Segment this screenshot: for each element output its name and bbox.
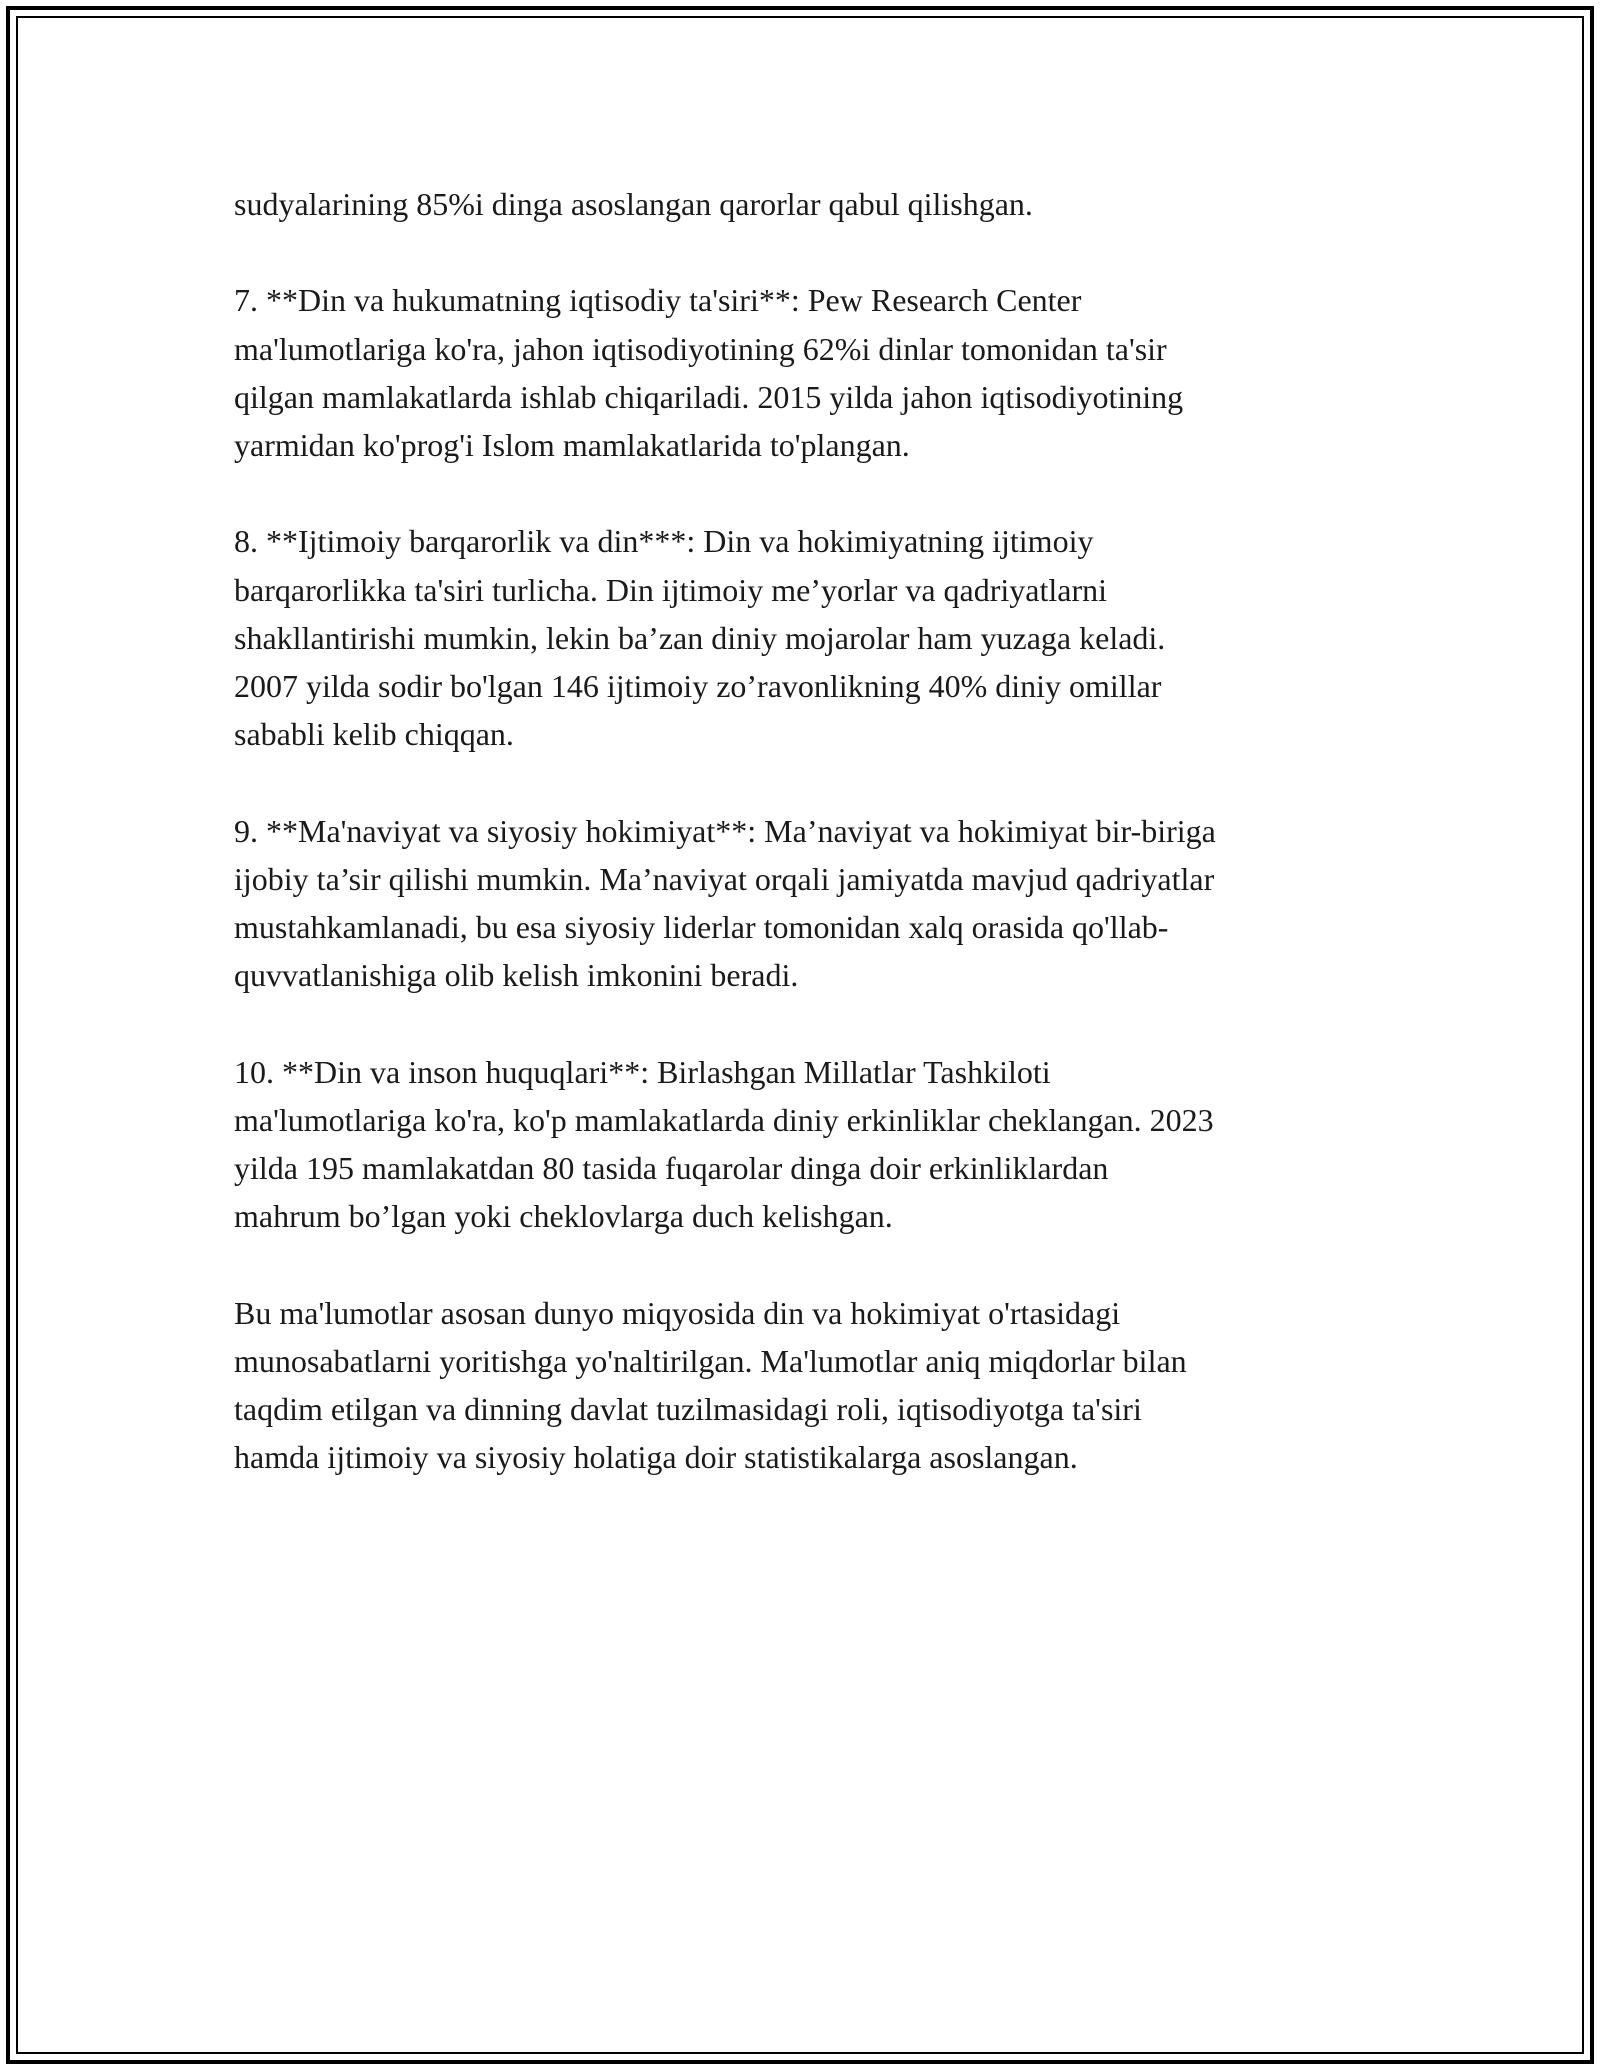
document-body	[234, 180, 1394, 1530]
paragraph-item-7: 7. **Din va hukumatning iqtisodiy ta'siri**: Pew Research Center ma'lumotlariga ko'ra, jahon iqtisodiyotining 62%i dinlar tomonidan ta'sir qilgan mamlakatlarda ishlab chiqariladi. 2015 yilda jahon iqtisodiyotining yarmidan ko'prog'i Islom mamlakatlarida to'plangan.	[234, 282, 1184, 463]
paragraph-conclusion: Bu ma'lumotlar asosan dunyo miqyosida din va hokimiyat o'rtasidagi munosabatlarni yoritishga yo'naltirilgan. Ma'lumotlar aniq miqdorlar bilan taqdim etilgan va dinning davlat tuzilmasidagi roli, iqtisodiyotga ta'siri hamda ijtimoiy va siyosiy holatiga doir statistikalarga asoslangan.	[234, 1294, 1187, 1476]
paragraph-continuation: sudyalarining 85%i dinga asoslangan qarorlar qabul qilishgan.	[234, 186, 1033, 222]
paragraph-item-9: 9. **Ma'naviyat va siyosiy hokimiyat**: Ma’naviyat va hokimiyat bir-biriga ijobiy ta’sir qilishi mumkin. Ma’naviyat orqali jamiyatda mavjud qadriyatlar mustahkamlanadi, bu esa siyosiy liderlar tomonidan xalq orasida qo'llab- quvvatlanishiga olib kelish imkonini beradi.	[234, 812, 1216, 994]
paragraph-item-10: 10. **Din va inson huquqlari**: Birlashgan Millatlar Tashkiloti ma'lumotlariga ko'ra, ko'p mamlakatlarda diniy erkinliklar cheklangan. 2023 yilda 195 mamlakatdan 80 tasida fuqarolar dinga doir erkinliklardan mahrum bo’lgan yoki cheklovlarga duch kelishgan.	[234, 1053, 1214, 1235]
paragraph-item-8: 8. **Ijtimoiy barqarorlik va din***: Din va hokimiyatning ijtimoiy barqarorlikka ta'siri turlicha. Din ijtimoiy me’yorlar va qadriyatlarni shakllantirishi mumkin, lekin ba’zan diniy mojarolar ham yuzaga keladi. 2007 yilda sodir bo'lgan 146 ijtimoiy zo’ravonlikning 40% diniy omillar sababli kelib chiqqan.	[234, 523, 1166, 753]
